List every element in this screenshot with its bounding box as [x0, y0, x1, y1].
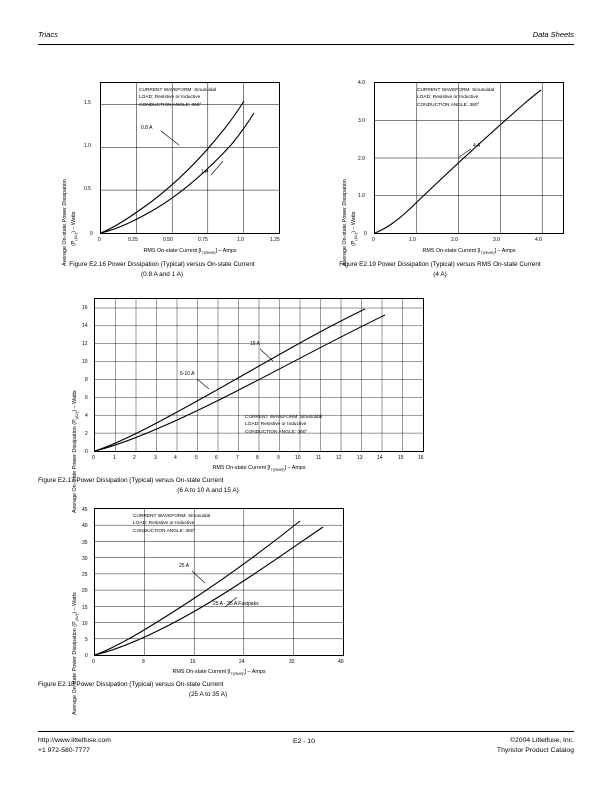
figure-e2-18-xtick-4: 32 [289, 659, 295, 665]
figure-e2-17-xtick-2: 2 [133, 455, 136, 461]
figure-e2-17-plot [94, 298, 424, 452]
figure-e2-16-yaxis-title [62, 179, 68, 266]
figure-e2-17-ytick-0: 0 [85, 449, 88, 455]
figure-e2-16-plot [100, 82, 280, 234]
figure-e2-19-xtick-3: 3.0 [493, 237, 500, 243]
figure-e2-18-ytick-3: 15 [82, 605, 88, 611]
figure-e2-18-notes: CURRENT WAVEFORM: Sinusoidal LOAD: Resistive or Inductive CONDUCTION ANGLE: 360° [133, 514, 211, 534]
footer-left [38, 736, 111, 756]
figure-e2-18-ytick-5: 25 [82, 572, 88, 578]
figure-e2-18-ytick-7: 35 [82, 540, 88, 546]
figure-e2-18-ytick-8: 40 [82, 523, 88, 529]
figure-e2-16-xtick-1: 0.25 [128, 237, 138, 243]
figure-e2-17-xtick-1: 1 [113, 455, 116, 461]
figure-e2-19-xtick-2: 2.0 [451, 237, 458, 243]
figure-e2-19 [306, 68, 574, 278]
figure-e2-18-yaxis-title: Average On-state Power Dissipation $(P_{(AV)})$ – Watts [72, 592, 80, 715]
figure-e2-18-xaxis-title: RMS On-state Current $[I_{T(RMS)}]$ – Amps [172, 669, 266, 677]
header-left-text: Triacs [38, 30, 58, 39]
figure-e2-17-curve-label-0: 15 A [250, 341, 261, 347]
figure-e2-17-xtick-12: 12 [336, 455, 342, 461]
figure-e2-19-yaxis-subtitle: $(P_{(AV)})$ – Watts [351, 211, 359, 246]
figure-e2-17-xtick-4: 4 [174, 455, 177, 461]
figure-e2-19-plot [374, 82, 564, 234]
figure-e2-16-xtick-0: 0 [98, 237, 101, 243]
footer-page-number: E2 - 10 [292, 738, 315, 745]
figure-e2-18-xtick-1: 8 [142, 659, 145, 665]
figure-e2-19-curve-label-0: 4 A [473, 143, 481, 149]
figure-e2-16-xtick-4: 1.0 [237, 237, 244, 243]
figure-e2-17-xtick-11: 11 [316, 455, 322, 461]
figure-e2-17-ytick-4: 8 [85, 377, 88, 383]
figure-e2-19-xtick-0: 0 [372, 237, 375, 243]
figure-e2-17-xtick-13: 13 [357, 455, 363, 461]
figure-e2-17-xtick-9: 9 [277, 455, 280, 461]
figure-e2-17-xtick-14: 14 [377, 455, 383, 461]
footer-catalog: Thyristor Product Catalog [496, 746, 574, 754]
figure-e2-18-caption: Figure E2.18 Power Dissipation (Typical) versus On-state Current (25 A to 35 A) [38, 681, 228, 698]
figure-e2-19-ytick-2: 2.0 [358, 156, 365, 162]
figure-e2-18-ytick-9: 45 [82, 507, 88, 513]
figure-e2-19-yaxis-title: Average On-state Power Dissipation [342, 179, 348, 266]
figure-e2-19-notes: CURRENT WAVEFORM: Sinusoidal LOAD: Resistive or Inductive CONDUCTION ANGLE: 360° [417, 88, 495, 108]
figure-e2-18-curve-label-1: 25 A - 35 A Fastpaks [213, 601, 259, 607]
figure-e2-17 [38, 288, 438, 513]
figure-e2-17-xtick-8: 8 [256, 455, 259, 461]
figure-e2-17-xtick-10: 10 [295, 455, 301, 461]
figure-e2-16-ytick-0: 0 [90, 231, 93, 237]
figure-e2-18-xtick-0: 0 [92, 659, 95, 665]
figure-e2-19-caption: Figure E2.19 Power Dissipation (Typical) versus RMS On-state Current (4 A) [339, 261, 541, 278]
figure-e2-17-xtick-16: 16 [418, 455, 424, 461]
figure-e2-18-ytick-2: 10 [82, 621, 88, 627]
figure-e2-18-xtick-2: 16 [190, 659, 196, 665]
figure-e2-16-xtick-5: 1.25 [270, 237, 280, 243]
figure-e2-17-ytick-7: 14 [82, 323, 88, 329]
figure-e2-17-yaxis-title: Average On-state Power Dissipation $(P_{(AV)})$ – Watts [72, 390, 80, 513]
figure-e2-18 [38, 500, 438, 715]
figure-e2-17-ytick-5: 10 [82, 359, 88, 365]
figure-e2-19-xtick-4: 4.0 [535, 237, 542, 243]
header-rule [38, 44, 574, 45]
footer-copyright: ©2004 Littelfuse, Inc. [510, 737, 574, 744]
header-right-text: Data Sheets [532, 30, 574, 39]
figure-e2-18-plot [94, 508, 344, 656]
figure-e2-18-ytick-1: 5 [85, 637, 88, 643]
figure-e2-16-xtick-3: 0.75 [198, 237, 208, 243]
page-header [38, 30, 574, 39]
figure-e2-18-ytick-0: 0 [85, 653, 88, 659]
figure-e2-19-ytick-0: 0 [364, 231, 367, 237]
footer-rule [38, 731, 574, 732]
figure-e2-19-ytick-3: 3.0 [358, 118, 365, 124]
figure-e2-17-curve-label-1: 6-10 A [180, 371, 195, 377]
figure-e2-17-notes: CURRENT WAVEFORM: Sinusoidal LOAD: Resistive or Inductive CONDUCTION ANGLE: 360° [245, 415, 323, 435]
figure-e2-16-xtick-2: 0.50 [163, 237, 173, 243]
footer-right [497, 736, 574, 756]
figure-e2-16-yaxis-subtitle: $(P_{(AV)})$ – Watts [71, 211, 79, 246]
figure-e2-17-ytick-6: 12 [82, 341, 88, 347]
figure-e2-18-ytick-6: 30 [82, 556, 88, 562]
figure-e2-17-xaxis-title: RMS On-state Current $[I_{T(RMS)}]$ – Amps [212, 465, 306, 473]
figure-e2-18-curve-label-0: 25 A [179, 563, 190, 569]
figure-e2-16-caption: Figure E2.16 Power Dissipation (Typical) versus On-state Current (0.8 A and 1 A) [69, 261, 255, 278]
figure-e2-19-ytick-1: 1.0 [358, 193, 365, 199]
figure-e2-16-ytick-3: 1.5 [84, 100, 91, 106]
figure-e2-17-xtick-7: 7 [236, 455, 239, 461]
figure-e2-18-ytick-4: 20 [82, 588, 88, 594]
figure-e2-16-curve-label-1: 1 A [201, 169, 209, 175]
figure-e2-17-ytick-8: 16 [82, 305, 88, 311]
footer-phone: +1 972-580-7777 [38, 746, 90, 754]
figure-e2-17-ytick-3: 6 [85, 395, 88, 401]
figure-e2-17-xtick-0: 0 [92, 455, 95, 461]
figure-e2-17-ytick-1: 2 [85, 431, 88, 437]
figure-e2-17-xtick-5: 5 [195, 455, 198, 461]
figure-e2-19-xaxis-title: RMS On-state Current $[I_{T(RMS)}]$ – Amps [422, 248, 516, 256]
footer-url[interactable]: http://www.littelfuse.com [38, 737, 111, 744]
figure-e2-18-xtick-5: 40 [338, 659, 344, 665]
figure-e2-17-ytick-2: 4 [85, 413, 88, 419]
figure-e2-19-ytick-4: 4.0 [358, 80, 365, 86]
figure-e2-17-xtick-6: 6 [215, 455, 218, 461]
figure-e2-18-xtick-3: 24 [239, 659, 245, 665]
figure-e2-16-ytick-1: 0.5 [84, 186, 91, 192]
figure-e2-16-notes: CURRENT WAVEFORM: Sinusoidal LOAD: Resistive or Inductive CONDUCTION ANGLE: 360° [139, 88, 217, 108]
figure-e2-17-caption: Figure E2.17 Power Dissipation (Typical) versus On-state Current (6 A to 10 A and 15 A) [38, 477, 239, 494]
ylabel-text: Average On-state Power Dissipation [62, 179, 68, 266]
figure-e2-19-xtick-1: 1.0 [409, 237, 416, 243]
figure-e2-16-curve-label-0: 0.8 A [141, 125, 153, 131]
figure-e2-16-ytick-2: 1.0 [84, 143, 91, 149]
figure-e2-16 [38, 68, 286, 278]
figure-e2-17-xtick-15: 15 [398, 455, 404, 461]
figure-e2-17-xtick-3: 3 [154, 455, 157, 461]
figure-e2-16-xaxis-title: RMS On-state Current $[I_{T(RMS)}]$ – Amps [143, 248, 237, 256]
